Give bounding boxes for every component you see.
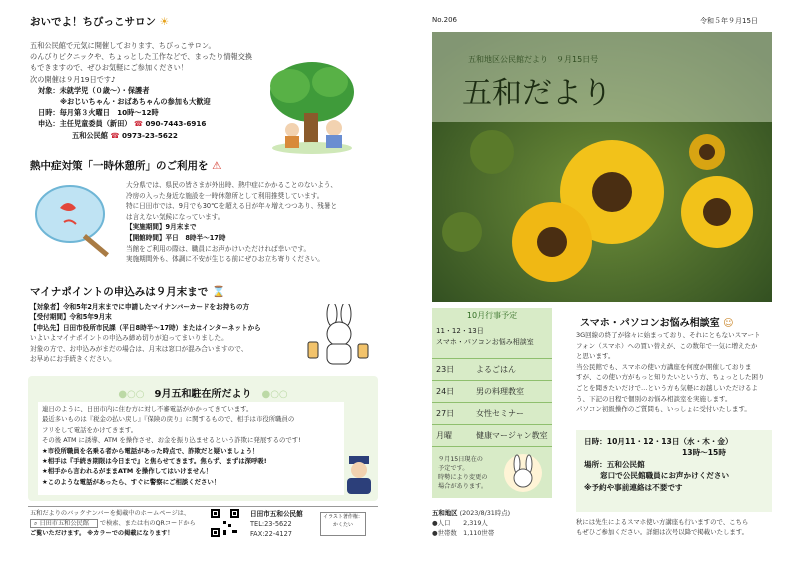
police-body: 連日のように、日田市内に住む方に対し不審電話がかかってきています。 最近多いものは『税金の払い戻し』『保険の戻り』に関するもので、相手は市役所職員の フリをして電話をかけてきます。 その後 ATM に誘導、ATM を操作させ、お金を振り込ませるという詐欺に発展するのです! ★市役所職員を名乗る者から電話があった時点で、詐欺だと疑いましょう！ ★相手は『手続き期限は今日まで』と焦らせてきます。焦らず、まずは深呼吸! ★相手から言われるがままATM を操作してはいけません！ ★このような電話があったら、すぐに警察にご相談ください！ (42, 405, 301, 486)
rabbit-phone-illustration (296, 304, 376, 368)
events-row: 27日 女性セミナー (432, 403, 552, 425)
hourglass-icon: ⌛ (211, 286, 226, 298)
tree-illustration (262, 58, 372, 158)
footer-contact: 日田市五和公民館 TEL:23-5622 FAX:22-4127 (250, 510, 303, 538)
sun-icon: ☀ (159, 16, 170, 28)
search-box[interactable]: ⌕ 日田市五和公民館 (30, 519, 98, 528)
smartphone-autumn: 秋には先生によるスマホ使い方講座も行いますので、こちら もぜひご参加ください。詳細は次号以降で掲載いたします。 (576, 518, 749, 536)
salon-body: 五和公民館で元気に開催しております、ちびっこサロン。 のんびりピクニックや、ちょっとした工作などで、まったり情報交換 もできますので、ぜひお気軽にご参加ください！ 次の開催は９月19日です♪ 対象：未就学児（０歳～）・保護者 ※おじいちゃん・おばあちゃんの参加も大歓迎 日時：毎月第３火曜日 10時～12時 申込：主任児童委員（新田） ☎ 090-7443-6916 五和公民館 ☎ 0973-23-5622 (30, 41, 253, 140)
issue-number: No.206 (432, 16, 457, 24)
person-laptop-icon: ☺ (723, 318, 734, 329)
heat-body: 大分県では、県民の皆さまが外出時、熱中症にかかることのないよう、 冷房の入った身近な施設を一時休憩所として利用推奨しています。 特に日田市では、9月でも30℃を超える日が年々増えつつあり、残暑と は言えない気候になっています。 【実施期間】9月末まで 【開館時間】平日 8時半～17時 当館をご利用の際は、職員にお声かけいただければ幸いです。 実施期間外も、体調に不安が生じる前にぜひお立ち寄りください。 (126, 181, 338, 264)
phone-icon: ☎ (133, 119, 143, 129)
heat-title: 熱中症対策「一時休憩所」のご利用を ⚠ (30, 160, 222, 172)
footer-text: 五和だよりのバックナンバーを掲載中のホームページは、 ⌕ 日田市五和公民館 で検索、または右のQRコードから ご覧いただけます。 ※カラーでの掲載になります！ (30, 510, 196, 537)
warning-icon: ⚠ (212, 160, 222, 172)
events-row: 月曜 健康マージャン教室 (432, 425, 552, 447)
events-note: ９月15日現在の 予定です。 時勢により変更の 場合があります。 (438, 456, 488, 490)
events-header: 10月行事予定 (466, 311, 518, 320)
smartphone-body: 3G回線の終了が徐々に始まっており、それにともないスマート フォン（スマホ）への買い替えが、この数年で一気に増えたか と思います。 当公民館でも、スマホの使い方講座を何度か開催しておりま すが、この使い方がもっと知りたいという方、ちょっとした困り ごとを聞きたいだけで…という方も気軽にお越しいただけるよ う、下記の日程で個別のお悩み相談室を実施します。 パソコン初級操作のご質問も、いっしょに受付いたします。 (576, 331, 765, 414)
footer-rule (28, 506, 378, 507)
events-row: 23日 よるごはん (432, 359, 552, 381)
police-title: ●○○ 9月五和駐在所だより ●○○ (118, 389, 288, 400)
issue-date: 令和５年９月15日 (700, 17, 758, 25)
mynapoint-body: 【対象者】令和5年2月末までに申請したマイナンバーカードをお持ちの方 【受付期間】令和5年9月末 【申込先】日田市役所市民課（平日8時半～17時）またはインターネットから いよいよマイナポイントの申込み締め切りが迫ってまいりました。 対象の方で、お申込みがまだの場合は、月末は窓口が混み合いますので、 お早めにお手続きください。 (30, 303, 261, 364)
cover-title: 五和だより (462, 76, 612, 111)
cover-subtitle: 五和地区公民館だより ９月15日号 (468, 55, 599, 64)
events-row: 24日 男の料理教室 (432, 381, 552, 403)
search-icon: ⌕ (34, 520, 38, 527)
population: 五和地区 (2023/8/31時点) ●人口 2,319人 ●世帯数 1,110世帯 (432, 509, 511, 537)
phone-icon: ☎ (110, 130, 120, 140)
illust-credit: イラスト著作権： かくたい (320, 512, 366, 536)
events-row: 11・12・13日 スマホ・パソコンお悩み相談室 (432, 324, 552, 359)
fan-illustration (30, 182, 120, 262)
rabbit-illustration (500, 452, 546, 494)
smartphone-info: 日時：10月11・12・13日（水・木・金） 13時～15時 場所：五和公民館 窓口で公民館職員にお声かけください ※予約や事前連絡は不要です (584, 437, 733, 492)
salon-title: おいでよ！ちびっこサロン ☀ (30, 16, 170, 28)
events-list (432, 324, 552, 447)
smartphone-title: スマホ・パソコンお悩み相談室 ☺ (580, 318, 734, 329)
qr-code[interactable] (210, 508, 240, 538)
mynapoint-title: マイナポイントの申込みは９月末まで ⌛ (30, 286, 226, 298)
police-officer-illustration (342, 454, 376, 496)
